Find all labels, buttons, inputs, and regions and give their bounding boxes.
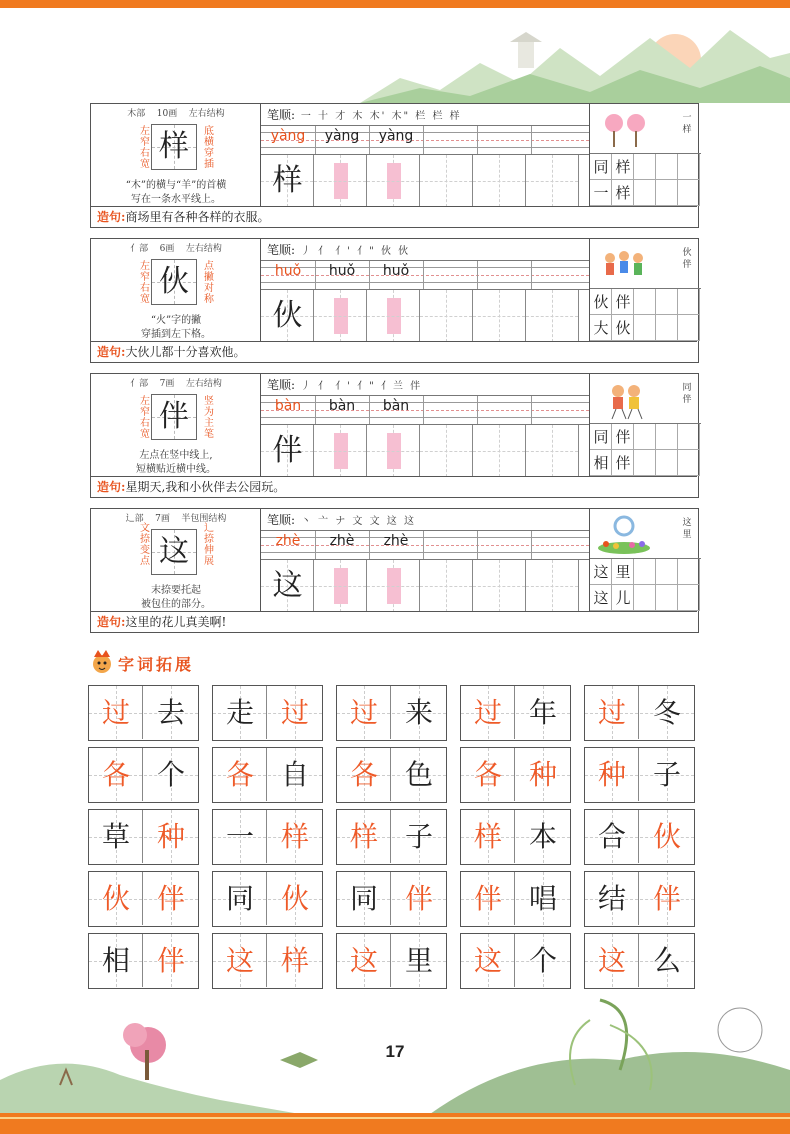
tile-character-1: 过	[597, 696, 626, 729]
radical-label: 木部	[127, 109, 146, 119]
character-meta	[91, 241, 261, 254]
stroke-order-row	[261, 374, 589, 396]
word-character: 里	[615, 563, 631, 581]
structure-label: 左右结构	[188, 109, 225, 119]
structure-tip-right: 点撇对称	[204, 261, 214, 305]
writing-cell	[314, 425, 367, 477]
radical-label: 亻部	[130, 379, 149, 389]
character-card	[90, 508, 699, 633]
writing-row	[261, 559, 589, 611]
character-info-panel	[91, 104, 261, 206]
tile-character-2: 过	[280, 696, 309, 729]
pinyin-row	[261, 531, 589, 559]
tile-character-2: 子	[652, 758, 681, 791]
tile-character-2: 伴	[404, 882, 433, 915]
writing-cell	[420, 425, 473, 477]
pinyin-text: zhè	[275, 533, 301, 549]
sentence-row	[91, 476, 697, 497]
sentence-row	[91, 611, 697, 632]
writing-cell	[526, 290, 579, 342]
expansion-header	[90, 648, 290, 678]
word-label: 同伴	[682, 383, 692, 405]
structure-label: 左右结构	[185, 379, 222, 389]
tile-character-2: 年	[528, 696, 557, 729]
tile-character-1: 同	[349, 882, 378, 915]
tile-character-1: 结	[597, 882, 626, 915]
stroke-order-sequence: 丶 亠 ナ 文 文 这 这	[300, 516, 416, 527]
word-picture	[590, 509, 701, 559]
word-tile	[584, 747, 695, 803]
tile-character-1: 伙	[101, 882, 130, 915]
writing-row	[261, 154, 589, 206]
sentence-label: 造句:	[97, 480, 126, 494]
word-tile	[212, 871, 323, 927]
practice-panel	[261, 509, 589, 611]
word-label: 伙伴	[682, 248, 692, 270]
tile-character-2: 冬	[652, 696, 681, 729]
tile-character-1: 样	[473, 820, 502, 853]
tile-character-2: 里	[404, 944, 433, 977]
big-character-box	[151, 529, 197, 575]
tile-character-1: 草	[101, 820, 130, 853]
word-character: 大	[593, 319, 609, 337]
trace-guide	[334, 568, 348, 604]
character-card	[90, 373, 699, 498]
writing-cell	[314, 155, 367, 207]
bottom-accent-bar	[0, 1113, 790, 1134]
stroke-count: 10画	[156, 109, 178, 119]
word-character: 样	[615, 158, 631, 176]
word-character: 同	[593, 428, 609, 446]
word-tile	[336, 809, 447, 865]
big-character-box	[151, 124, 197, 170]
word-tile	[212, 933, 323, 989]
writing-cell	[526, 155, 579, 207]
structure-tip-left: 左窄右宽	[140, 261, 150, 305]
writing-tip-line-1: “木”的横与“羊”的首横	[125, 180, 227, 191]
pinyin-text: zhè	[383, 533, 409, 549]
writing-tip-line-2: 被包住的部分。	[141, 599, 211, 610]
stroke-order-label: 笔顺:	[267, 108, 296, 122]
mountain-landscape-decoration	[360, 8, 790, 103]
word-tile	[460, 871, 571, 927]
two-kids-running-icon	[594, 375, 664, 423]
writing-cell	[314, 560, 367, 612]
writing-tip-line-1: 左点在竖中线上,	[139, 450, 213, 461]
word-grid	[590, 424, 701, 476]
stroke-count: 7画	[159, 379, 175, 389]
tile-character-1: 过	[101, 696, 130, 729]
trace-guide	[387, 163, 401, 199]
word-picture	[590, 104, 701, 154]
tile-character-1: 伴	[473, 882, 502, 915]
tile-character-1: 这	[597, 944, 626, 977]
tile-character-2: 种	[528, 758, 557, 791]
tile-character-2: 样	[280, 944, 309, 977]
trace-guide	[334, 298, 348, 334]
stroke-count: 6画	[159, 244, 175, 254]
character-info-panel	[91, 509, 261, 611]
tile-character-2: 个	[156, 758, 185, 791]
tile-character-1: 各	[473, 758, 502, 791]
writing-cell	[420, 155, 473, 207]
stroke-order-sequence: 丿 亻 亻' 亻" 伙 伙	[300, 246, 411, 257]
word-character: 这	[593, 589, 609, 607]
word-tile	[88, 747, 199, 803]
pinyin-text: yàng	[270, 128, 306, 144]
big-character-box	[151, 394, 197, 440]
word-panel	[589, 239, 700, 341]
writing-cell	[473, 155, 526, 207]
writing-cell	[314, 290, 367, 342]
word-tile	[336, 685, 447, 741]
tile-character-1: 过	[349, 696, 378, 729]
structure-tip-left	[139, 523, 151, 567]
word-character: 同	[593, 158, 609, 176]
structure-tip-left: 左窄右宽	[140, 126, 150, 170]
big-character: 伙	[159, 264, 189, 299]
radical-label: 亻部	[130, 244, 149, 254]
character-card	[90, 103, 699, 228]
tip-right-text: 捺伸展	[204, 534, 214, 567]
trace-guide	[334, 433, 348, 469]
pinyin-text: bàn	[382, 398, 410, 414]
word-character: 一	[593, 184, 609, 202]
writing-cell	[261, 560, 314, 612]
stroke-order-label: 笔顺:	[267, 378, 296, 392]
structure-label: 左右结构	[185, 244, 222, 254]
word-label: 这里	[682, 518, 692, 540]
pink-trees-icon	[594, 105, 664, 153]
structure-tip-left: 左窄右宽	[140, 396, 150, 440]
tile-character-2: 唱	[528, 882, 557, 915]
pinyin-text: huǒ	[328, 263, 356, 279]
word-panel	[589, 509, 700, 611]
writing-cell	[261, 290, 314, 342]
word-character: 伴	[615, 454, 631, 472]
tile-character-2: 伙	[652, 820, 681, 853]
pinyin-text: bàn	[274, 398, 302, 414]
tile-character-1: 合	[597, 820, 626, 853]
tile-character-1: 各	[101, 758, 130, 791]
writing-cell	[420, 560, 473, 612]
word-tile	[88, 871, 199, 927]
pinyin-text: huǒ	[382, 263, 410, 279]
character-card	[90, 238, 699, 363]
word-tile	[88, 933, 199, 989]
word-tile	[584, 685, 695, 741]
practice-panel	[261, 104, 589, 206]
tile-character-1: 各	[349, 758, 378, 791]
writing-cell	[367, 155, 420, 207]
word-tile	[88, 685, 199, 741]
tile-character-2: 伴	[156, 944, 185, 977]
flower-garden-icon	[594, 510, 664, 558]
tile-character-2: 样	[280, 820, 309, 853]
word-tile	[212, 747, 323, 803]
word-panel	[589, 374, 700, 476]
practice-panel	[261, 239, 589, 341]
word-tile	[460, 747, 571, 803]
stroke-order-row	[261, 104, 589, 126]
sentence-row	[91, 206, 697, 227]
word-tile	[584, 871, 695, 927]
pinyin-row	[261, 261, 589, 289]
stroke-order-sequence: 丿 亻 亻' 亻" 亻兰 伴	[300, 381, 423, 392]
word-grid	[590, 559, 701, 611]
word-tile	[336, 871, 447, 927]
tile-character-2: 伴	[156, 882, 185, 915]
stroke-order-row	[261, 509, 589, 531]
tile-character-1: 样	[349, 820, 378, 853]
tile-character-1: 这	[225, 944, 254, 977]
sentence-text: 星期天,我和小伙伴去公园玩。	[125, 480, 286, 494]
word-label: 一样	[682, 113, 692, 135]
tile-character-2: 伙	[280, 882, 309, 915]
sentence-text: 这里的花儿真美啊!	[125, 615, 227, 629]
tile-character-2: 子	[404, 820, 433, 853]
trace-guide	[387, 298, 401, 334]
character-meta	[91, 106, 261, 119]
trace-guide	[387, 433, 401, 469]
big-character-box	[151, 259, 197, 305]
word-character: 伴	[615, 293, 631, 311]
pinyin-row	[261, 396, 589, 424]
sentence-text: 商场里有各种各样的衣服。	[125, 210, 270, 224]
character-meta	[91, 376, 261, 389]
tile-character-1: 种	[597, 758, 626, 791]
character-info-panel	[91, 239, 261, 341]
word-character: 这	[593, 563, 609, 581]
top-accent-bar	[0, 0, 790, 8]
tile-character-1: 相	[101, 944, 130, 977]
pinyin-text: yàng	[324, 128, 360, 144]
pinyin-row	[261, 126, 589, 154]
tile-character-1: 各	[225, 758, 254, 791]
sentence-row	[91, 341, 697, 362]
big-character: 样	[159, 129, 189, 164]
sentence-label: 造句:	[97, 210, 126, 224]
word-tile	[212, 809, 323, 865]
expansion-title: 字词拓展	[118, 655, 195, 674]
tile-character-1: 这	[349, 944, 378, 977]
tile-character-1: 一	[225, 820, 254, 853]
radical-label: 辶部	[125, 514, 144, 524]
word-panel	[589, 104, 700, 206]
writing-tip-line-1: “火”字的撇	[150, 315, 202, 326]
writing-cell	[261, 425, 314, 477]
stroke-order-label: 笔顺:	[267, 513, 296, 527]
word-picture	[590, 239, 701, 289]
tile-character-2: 伴	[652, 882, 681, 915]
pinyin-text: zhè	[329, 533, 355, 549]
model-character: 伴	[272, 433, 303, 468]
mascot-icon	[90, 648, 114, 676]
writing-tip-line-2: 写在一条水平线上。	[131, 194, 221, 205]
word-tile	[336, 747, 447, 803]
tile-character-1: 同	[225, 882, 254, 915]
tip-left-text: 捺变点	[140, 534, 150, 567]
word-tile	[460, 809, 571, 865]
tile-character-2: 自	[280, 758, 309, 791]
writing-tip-line-1: 末捺要托起	[151, 585, 201, 596]
tile-character-1: 走	[225, 696, 254, 729]
word-tile	[88, 809, 199, 865]
word-character: 样	[615, 184, 631, 202]
writing-tip-line-2: 短横贴近横中线。	[136, 464, 216, 475]
writing-cell	[367, 425, 420, 477]
pinyin-text: bàn	[328, 398, 356, 414]
model-character: 伙	[272, 298, 303, 333]
stroke-count: 7画	[155, 514, 170, 524]
writing-cell	[473, 290, 526, 342]
character-info-panel	[91, 374, 261, 476]
sentence-text: 大伙儿都十分喜欢他。	[125, 345, 246, 359]
writing-cell	[367, 290, 420, 342]
character-meta	[91, 511, 261, 524]
pinyin-text: huǒ	[274, 263, 302, 279]
writing-cell	[420, 290, 473, 342]
word-character: 伙	[615, 319, 631, 337]
word-tile	[212, 685, 323, 741]
structure-tip-right: 竖为主笔	[204, 396, 214, 440]
model-character: 样	[272, 163, 303, 198]
tip-left-box: 文	[140, 523, 150, 534]
word-grid	[590, 289, 701, 341]
word-tile	[584, 933, 695, 989]
tile-character-2: 去	[156, 696, 185, 729]
writing-cell	[473, 560, 526, 612]
trace-guide	[334, 163, 348, 199]
pinyin-text: yàng	[378, 128, 414, 144]
word-character: 伴	[615, 428, 631, 446]
writing-row	[261, 424, 589, 476]
structure-tip-right	[203, 523, 215, 567]
structure-tip-right: 底横穿插	[204, 126, 214, 170]
tile-character-2: 本	[528, 820, 557, 853]
writing-tip-line-2: 穿插到左下格。	[141, 329, 211, 340]
word-grid	[590, 154, 701, 206]
trace-guide	[387, 568, 401, 604]
page-number: 17	[385, 1042, 405, 1061]
word-tile	[460, 685, 571, 741]
tile-character-2: 来	[404, 696, 433, 729]
writing-cell	[526, 425, 579, 477]
word-character: 相	[593, 454, 609, 472]
practice-panel	[261, 374, 589, 476]
structure-label: 半包围结构	[181, 514, 227, 524]
sentence-label: 造句:	[97, 345, 126, 359]
writing-cell	[526, 560, 579, 612]
word-picture	[590, 374, 701, 424]
writing-row	[261, 289, 589, 341]
word-character: 儿	[615, 589, 631, 607]
writing-cell	[367, 560, 420, 612]
model-character: 这	[272, 568, 303, 603]
word-tile	[460, 933, 571, 989]
writing-cell	[261, 155, 314, 207]
tile-character-2: 么	[652, 944, 681, 977]
big-character: 这	[159, 534, 189, 569]
tip-right-box: 辶	[204, 523, 214, 534]
tile-character-1: 这	[473, 944, 502, 977]
stroke-order-label: 笔顺:	[267, 243, 296, 257]
word-tile	[584, 809, 695, 865]
tile-character-2: 种	[156, 820, 185, 853]
writing-cell	[473, 425, 526, 477]
kids-group-icon	[594, 240, 664, 288]
word-tile	[336, 933, 447, 989]
stroke-order-row	[261, 239, 589, 261]
big-character: 伴	[159, 399, 189, 434]
tile-character-1: 过	[473, 696, 502, 729]
stroke-order-sequence: 一 十 才 木 木' 木" 栏 栏 样	[300, 111, 462, 122]
sentence-label: 造句:	[97, 615, 126, 629]
tile-character-2: 个	[528, 944, 557, 977]
tile-character-2: 色	[404, 758, 433, 791]
word-character: 伙	[593, 293, 609, 311]
